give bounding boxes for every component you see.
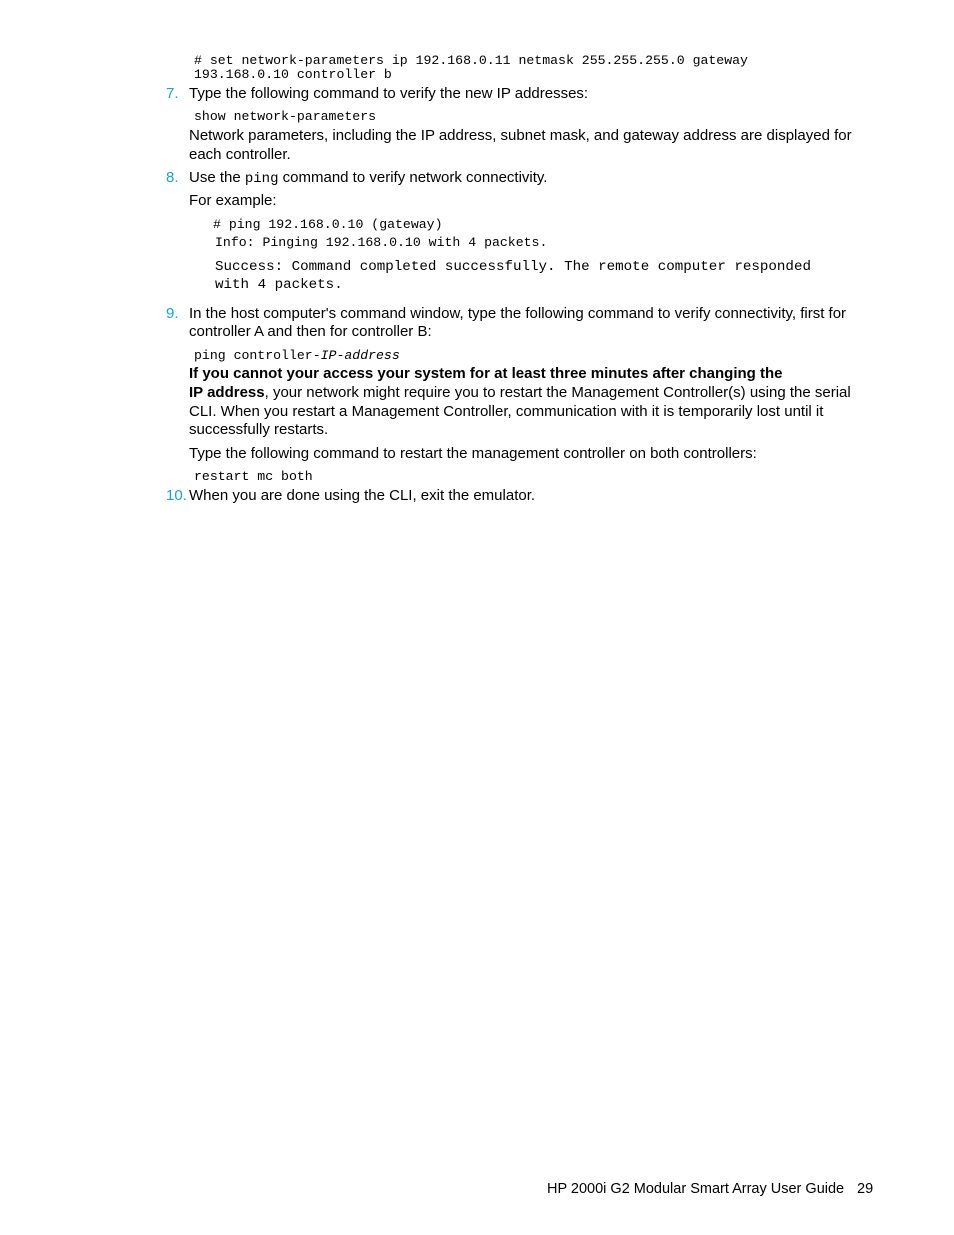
step-7-desc-line1: Network parameters, including the IP address, subnet mask, and gateway address are displayed for: [189, 127, 852, 144]
inline-code-ping: ping: [244, 171, 279, 187]
step-number-7: 7.: [166, 85, 179, 102]
code-ping-info: Info: Pinging 192.168.0.10 with 4 packets.: [215, 235, 548, 250]
code-ping-success-line2: with 4 packets.: [215, 277, 343, 293]
step-number-10: 10.: [166, 487, 187, 504]
code-set-network-line1: # set network-parameters ip 192.168.0.11 netmask 255.255.255.0 gateway: [194, 53, 748, 68]
step-number-9: 9.: [166, 305, 179, 322]
step-7-text: Type the following command to verify the new IP addresses:: [189, 85, 589, 102]
code-show-network: show network-parameters: [194, 109, 377, 124]
code-ping-success-line1: Success: Command completed successfully. The remote computer responded: [215, 259, 811, 275]
page-number: 29: [857, 1181, 874, 1197]
step-7-desc-line2: each controller.: [189, 146, 291, 163]
warning-line3: CLI. When you restart a Management Controller, communication with it is temporarily lost until it: [189, 403, 824, 420]
footer-title: HP 2000i G2 Modular Smart Array User Guide: [547, 1181, 845, 1197]
step-10-text: When you are done using the CLI, exit the emulator.: [189, 487, 536, 504]
step-8-text: Use the ping command to verify network connectivity.: [189, 169, 548, 187]
code-ping-controller: ping controller-IP-address: [194, 348, 400, 363]
code-restart-mc: restart mc both: [194, 469, 313, 484]
step-number-8: 8.: [166, 169, 179, 186]
warning-bold-line1: If you cannot your access your system for at least three minutes after changing the: [189, 365, 783, 382]
warning-line4: successfully restarts.: [189, 421, 329, 438]
example-label: For example:: [189, 192, 277, 209]
code-ping-gateway: # ping 192.168.0.10 (gateway): [213, 217, 443, 232]
step-9-text-line1: In the host computer's command window, type the following command to verify connectivity, first for: [189, 305, 847, 322]
restart-instruction: Type the following command to restart the management controller on both controllers:: [189, 445, 757, 462]
warning-line2: IP address, your network might require you to restart the Management Controller(s) using the serial: [189, 384, 851, 401]
code-set-network-line2: 193.168.0.10 controller b: [194, 67, 392, 82]
step-9-text-line2: controller A and then for controller B:: [189, 323, 432, 340]
code-var-ip-address: IP-address: [320, 348, 400, 363]
